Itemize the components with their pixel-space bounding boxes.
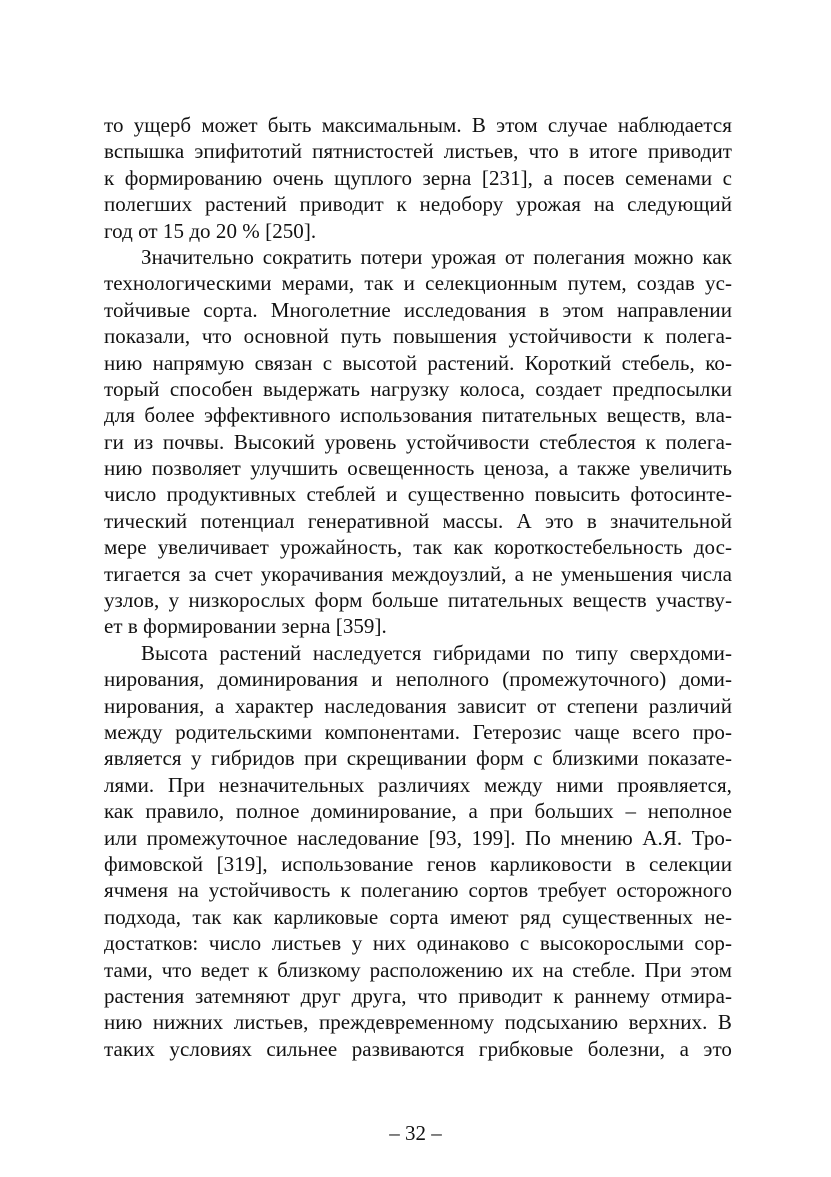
text-line: число продуктивных стеблей и существенно повысить фотосинте- xyxy=(104,482,732,507)
text-line: торый способен выдержать нагрузку колоса, создает предпосылки xyxy=(104,376,732,401)
text-line: вспышка эпифитотий пятнистостей листьев, что в итоге приводит xyxy=(104,139,732,164)
text-line: узлов, у низкорослых форм больше питательных веществ участву- xyxy=(104,588,732,613)
text-line: нирования, а характер наследования зависит от степени различий xyxy=(104,693,732,718)
text-line: для более эффективного использования питательных веществ, вла- xyxy=(104,403,732,428)
text-line: тами, что ведет к близкому расположению их на стебле. При этом xyxy=(104,957,732,982)
page-number: – 32 – xyxy=(389,1121,442,1145)
text-line: нию напрямую связан с высотой растений. Короткий стебель, ко- xyxy=(104,350,732,375)
text-line: таких условиях сильнее развиваются грибковые болезни, а это xyxy=(104,1036,732,1061)
text-line: то ущерб может быть максимальным. В этом случае наблюдается xyxy=(104,113,732,137)
text-line: как правило, полное доминирование, а при больших – неполное xyxy=(104,799,732,824)
text-line: или промежуточное наследование [93, 199]. По мнению А.Я. Тро- xyxy=(104,825,732,850)
text-line: между родительскими компонентами. Гетерозис чаще всего про- xyxy=(104,719,732,744)
text-line: подхода, так как карликовые сорта имеют ряд существенных не- xyxy=(104,904,732,929)
text-line: нирования, доминирования и неполного (промежуточного) доми- xyxy=(104,667,732,692)
text-line: Значительно сократить потери урожая от полегания можно как xyxy=(141,244,732,269)
text-line: технологическими мерами, так и селекционным путем, создав ус- xyxy=(104,271,732,296)
text-line: фимовской [319], использование генов карликовости в селекции xyxy=(104,851,732,876)
text-line: мере увеличивает урожайность, так как короткостебельность дос- xyxy=(104,535,732,560)
text-line: Высота растений наследуется гибридами по типу сверхдоми- xyxy=(141,640,732,665)
text-line: нию нижних листьев, преждевременному подсыханию верхних. В xyxy=(104,1010,732,1035)
text-line: растения затемняют друг друга, что приводит к раннему отмира- xyxy=(104,983,732,1008)
text-line: ги из почвы. Высокий уровень устойчивости стеблестоя к полега- xyxy=(104,429,732,454)
text-line: нию позволяет улучшить освещенность ценоза, а также увеличить xyxy=(104,456,732,481)
text-line: тигается за счет укорачивания междоузлий, а не уменьшения числа xyxy=(104,561,732,586)
text-line: к формированию очень щуплого зерна [231], а посев семенами с xyxy=(104,165,732,190)
text-line: полегших растений приводит к недобору урожая на следующий xyxy=(104,192,732,217)
text-line: ет в формировании зерна [359]. xyxy=(104,614,387,639)
body-text xyxy=(104,112,732,1062)
text-line: тический потенциал генеративной массы. А это в значительной xyxy=(104,508,732,533)
text-line: год от 15 до 20 % [250]. xyxy=(104,218,317,243)
text-line: тойчивые сорта. Многолетние исследования в этом направлении xyxy=(104,297,732,322)
text-line: является у гибридов при скрещивании форм с близкими показате- xyxy=(104,746,732,771)
text-line: лями. При незначительных различиях между ними проявляется, xyxy=(104,772,732,797)
text-line: ячменя на устойчивость к полеганию сортов требует осторожного xyxy=(104,878,732,903)
text-line: показали, что основной путь повышения устойчивости к полега- xyxy=(104,324,732,349)
text-line: достатков: число листьев у них одинаково с высокорослыми сор- xyxy=(104,931,732,956)
